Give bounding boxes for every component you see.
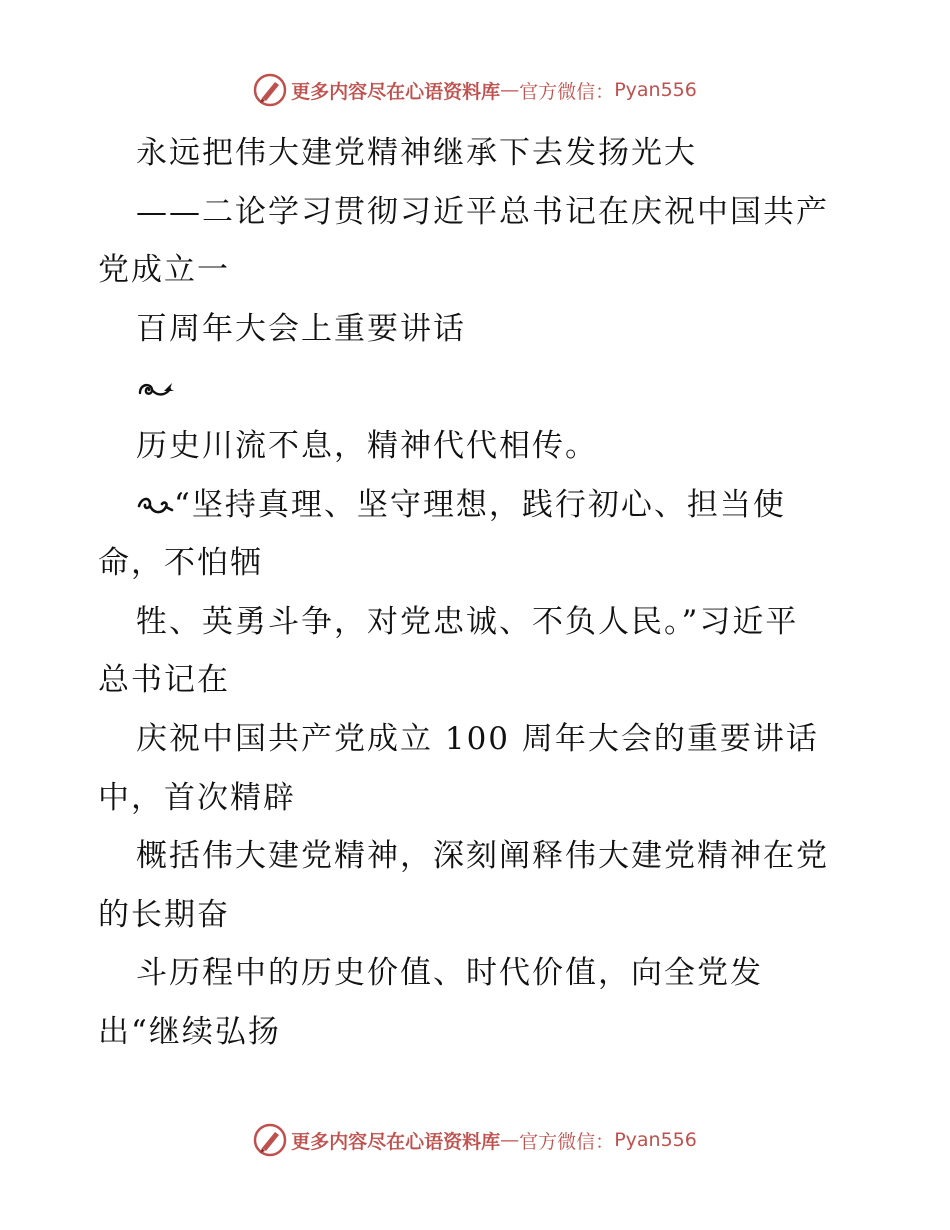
doc-subtitle-line-1: ——二论学习贯彻习近平总书记在庆祝中国共产 bbox=[136, 193, 829, 230]
paragraph-line-quote-start bbox=[98, 476, 858, 535]
doc-title: 永远把伟大建党精神继承下去发扬光大 bbox=[136, 135, 697, 171]
paragraph-line: 斗历程中的历史价值、时代价值，向全党发 bbox=[136, 955, 763, 992]
ornament-line bbox=[98, 358, 858, 417]
paragraph-text: “坚持真理、坚守理想，践行初心、担当使 bbox=[174, 486, 786, 523]
paragraph-line: 牲、英勇斗争，对党忠诚、不负人民。”习近平 bbox=[136, 603, 799, 640]
pen-logo-icon bbox=[253, 1123, 287, 1157]
paragraph-line: 中，首次精辟 bbox=[98, 779, 296, 816]
paragraph-line: 出“继续弘扬 bbox=[98, 1013, 281, 1050]
paragraph-line: 庆祝中国共产党成立 100 周年大会的重要讲话 bbox=[136, 720, 819, 757]
paragraph-line: 总书记在 bbox=[98, 662, 230, 699]
pen-logo-icon bbox=[253, 73, 287, 107]
scroll-ornament-icon bbox=[136, 377, 176, 401]
watermark-dash: — bbox=[500, 79, 520, 101]
paragraph-line: 历史川流不息，精神代代相传。 bbox=[136, 427, 598, 464]
paragraph-line: 的长期奋 bbox=[98, 896, 230, 933]
doc-subtitle-line-2: 党成立一 bbox=[98, 252, 230, 289]
watermark-wechat-label: 官方微信： bbox=[519, 1130, 615, 1153]
floral-ornament-icon bbox=[136, 494, 174, 518]
watermark-wechat-label: 官方微信： bbox=[519, 80, 615, 103]
watermark-dash: — bbox=[500, 1129, 520, 1151]
document-body bbox=[98, 124, 858, 1062]
paragraph-line: 命，不怕牺 bbox=[98, 545, 263, 582]
watermark-wechat-id: Pyan556 bbox=[614, 1129, 697, 1151]
paragraph-line: 概括伟大建党精神，深刻阐释伟大建党精神在党 bbox=[136, 838, 829, 875]
header-watermark bbox=[0, 70, 950, 110]
doc-subtitle-line-3: 百周年大会上重要讲话 bbox=[136, 310, 466, 347]
watermark-wechat-id: Pyan556 bbox=[614, 79, 697, 101]
watermark-brand: 更多内容尽在心语资料库 bbox=[291, 1130, 501, 1153]
watermark-brand: 更多内容尽在心语资料库 bbox=[291, 80, 501, 103]
footer-watermark bbox=[0, 1120, 950, 1160]
